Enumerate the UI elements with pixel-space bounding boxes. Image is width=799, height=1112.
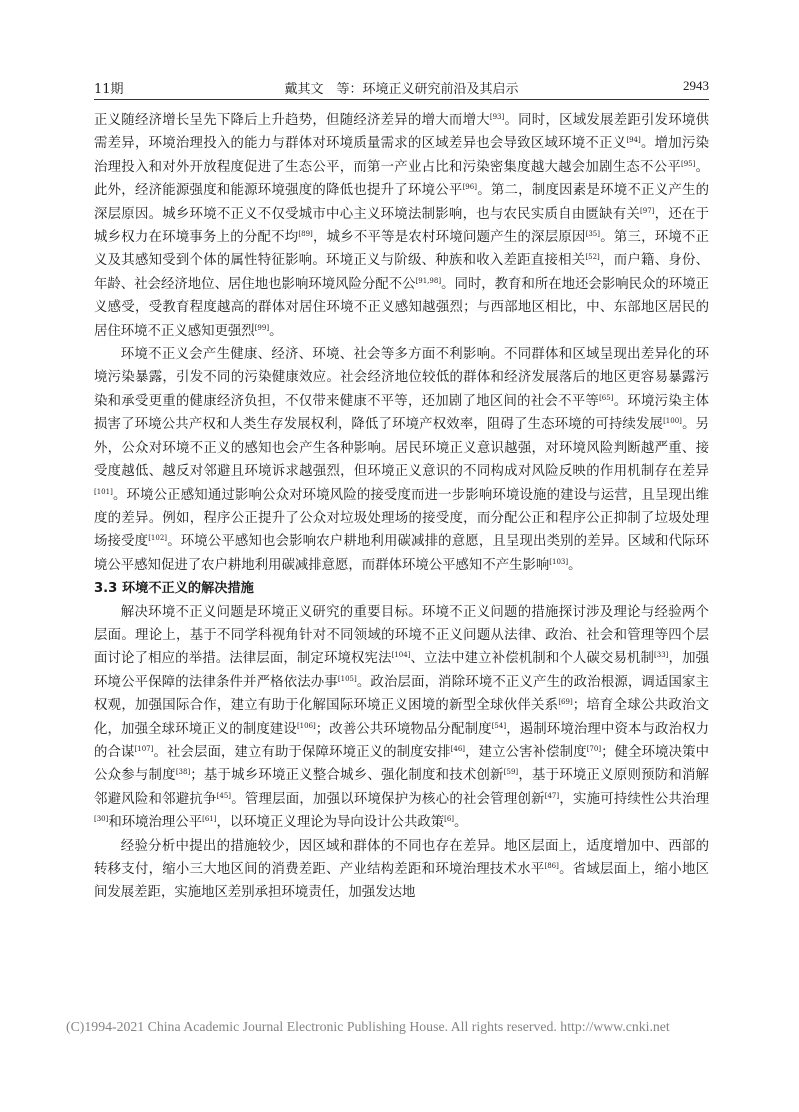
citation: [70] xyxy=(586,744,602,753)
issue-number: 11期 xyxy=(94,82,124,97)
paragraph-measures-theory: 解决环境不正义问题是环境正义研究的重要目标。环境不正义问题的措施探讨涉及理论与经验两个层面。理论上，基于不同学科视角针对不同领域的环境不正义问题从法律、政治、社会和管理等四个层面讨论了相应的举措。法律层面，制定环境权宪法[104]、立法中建立补偿机制和个人碳交易机制[33]，加强环境公平保障的法律条件并严格依法办事[105]。政治层面，消除环境不正义产生的政治根源，调适国家主权观，加强国际合作，建立有助于化解国际环境正义困境的新型全球伙伴关系[69]；培育全球公共政治文化，加强全球环境正义的制度建设[106]；改善公共环境物品分配制度[54]，遏制环境治理中资本与政治权力的合谋[107]。社会层面，建立有助于保障环境正义的制度安排[46]，建立公害补偿制度[70]；健全环境决策中公众参与制度[38]；基于城乡环境正义整合城乡、强化制度和技术创新[59]，基于环境正义原则预防和消解邻避风险和邻避抗争[45]。管理层面，加强以环境保护为核心的社会管理创新[47]，实施可持续性公共治理[30]和环境治理公平[61]，以环境正义理论为导向设计公共政策[6]。 xyxy=(94,604,710,831)
citation: [54] xyxy=(491,721,507,730)
citation: [106] xyxy=(296,721,316,730)
section-heading: 3.3 环境不正义的解决措施 xyxy=(94,581,254,597)
citation: [47] xyxy=(544,791,560,800)
citation: [107] xyxy=(134,744,154,753)
citation: [6] xyxy=(444,815,455,824)
citation: [102] xyxy=(148,534,168,543)
paragraph-measures-empirical: 经验分析中提出的措施较少，因区域和群体的不同也存在差异。地区层面上，适度增加中、西部的转移支付，缩小三大地区间的消费差距、产业结构差距和环境治理技术水平[86]。省域层面上，缩小地区间发展差距，实施地区差别承担环境责任，加强发达地 xyxy=(94,838,709,901)
citation: [97] xyxy=(640,206,655,215)
citation: [52] xyxy=(585,253,600,262)
citation: [86] xyxy=(544,862,559,870)
citation: [38] xyxy=(175,768,191,777)
running-header xyxy=(94,76,709,98)
paragraph-impacts: 环境不正义会产生健康、经济、环境、社会等多方面不利影响。不同群体和区域呈现出差异化的环境污染暴露，引发不同的污染健康效应。社会经济地位较低的群体和经济发展落后的地区更容易暴露污染和承受更重的健康经济负担，不仅带来健康不平等，还加剧了地区间的社会不平等[65]。环境污染主体损害了环境公共产权和人类生存发展权利，降低了环境产权效率，阻碍了生态环境的可持续发展[100]。另外，公众对环境不正义的感知也会产生各种影响。居民环境正义意识越强，对环境风险判断越严重、接受度越低、越反对邻避且环境诉求越强烈，但环境正义意识的不同构成对风险反映的作用机制存在差异[101]。环境公正感知通过影响公众对环境风险的接受度而进一步影响环境设施的建设与运营，且呈现出维度的差异。例如，程序公正提升了公众对垃圾处理场的接受度，而分配公正和程序公正抑制了垃圾处理场接受度[102]。环境公平感知也会影响农户耕地利用碳减排的意愿，且呈现出类别的差异。区域和代际环境公平感知促进了农户耕地利用碳减排意愿，而群体环境公平感知不产生影响[103]。 xyxy=(94,347,710,573)
header-rule xyxy=(94,99,709,100)
citation: [45] xyxy=(216,791,232,800)
citation: [103] xyxy=(549,557,569,566)
citation: [33] xyxy=(654,651,669,660)
cnki-watermark: (C)1994-2021 China Academic Journal Electronic Publishing House. All rights reserved. http://www.cnki.net xyxy=(66,1019,670,1034)
citation: [69] xyxy=(558,698,573,707)
paragraph-continued: 正义随经济增长呈先下降后上升趋势，但随经济差异的增大而增大[93]。同时，区域发展差距引发环境供需差异，环境治理投入的能力与群体对环境质量需求的区域差异也会导致区域环境不正义[94]。增加污染治理投入和对外开放程度促进了生态公平，而第一产业占比和污染密集度越大越会加剧生态不公平[95]。此外，经济能源强度和能源环境强度的降低也提升了环境公平[96]。第二，制度因素是环境不正义产生的深层原因。城乡环境不正义不仅受城市中心主义环境法制影响，也与农民实质自由匮缺有关[97]，还在于城乡权力在环境事务上的分配不均[89]，城乡不平等是农村环境问题产生的深层原因[35]。第三，环境不正义及其感知受到个体的属性特征影响。环境正义与阶级、种族和收入差距直接相关[52]，而户籍、身份、年龄、社会经济地位、居住地也影响环境风险分配不公[91,98]。同时，教育和所在地还会影响民众的环境正义感受，受教育程度越高的群体对居住环境不正义感知越强烈；与西部地区相比，中、东部地区居民的居住环境不正义感知更强烈[99]。 xyxy=(94,113,710,339)
citation: [61] xyxy=(202,815,217,824)
citation: [65] xyxy=(599,393,614,402)
citation: [99] xyxy=(254,323,270,332)
citation: [91,98] xyxy=(415,276,442,285)
citation: [30] xyxy=(94,815,109,824)
citation: [59] xyxy=(503,768,519,777)
citation: [96] xyxy=(462,183,477,192)
citation: [94] xyxy=(626,136,641,145)
citation: [101] xyxy=(94,487,113,496)
citation: [100] xyxy=(663,417,682,426)
citation: [89] xyxy=(298,230,313,239)
citation: [35] xyxy=(585,230,600,239)
citation: [104] xyxy=(391,651,411,660)
citation: [93] xyxy=(489,113,505,121)
page-number: 2943 xyxy=(683,78,709,93)
citation: [46] xyxy=(450,744,466,753)
article-body xyxy=(94,109,709,905)
running-title: 戴其文 等：环境正义研究前沿及其启示 xyxy=(284,82,519,97)
citation: [105] xyxy=(337,674,357,683)
citation: [95] xyxy=(680,159,696,168)
